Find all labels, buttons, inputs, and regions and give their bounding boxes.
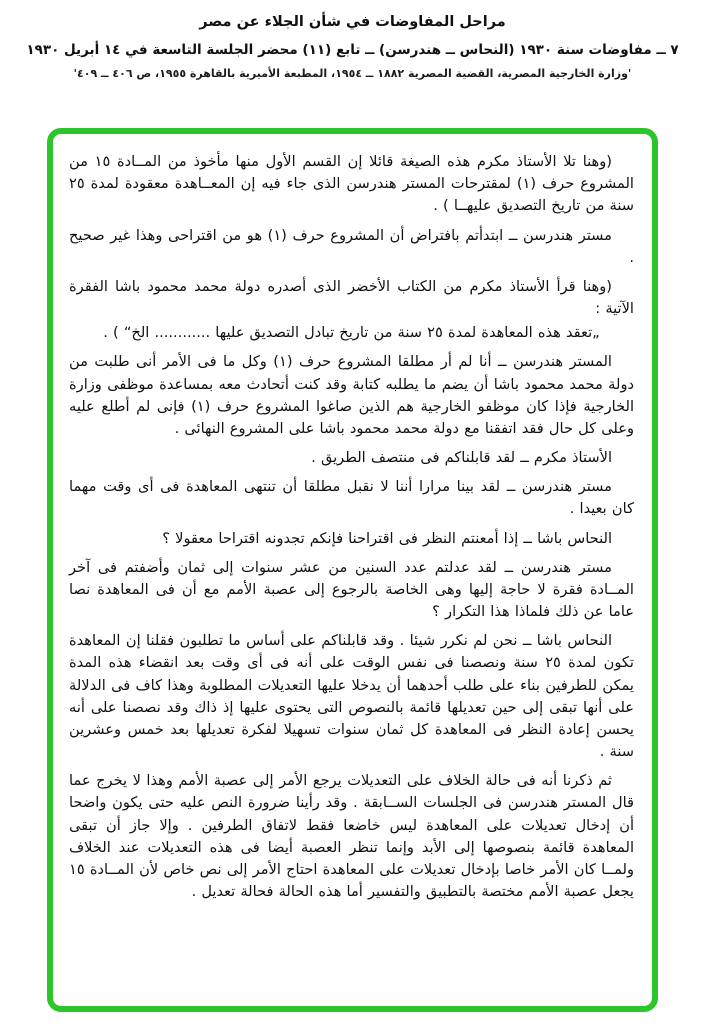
dialogue-paragraph-henderson-1: مستر هندرسن ــ ابتدأتم بافتراض أن المشروع حرف (١) هو من اقتراحى وهذا غير صحيح . bbox=[69, 226, 634, 266]
stage-direction-paragraph: (وهنا تلا الأستاذ مكرم هذه الصيغة قائلا إن القسم الأول منها مأخوذ من المــادة ١٥ من المشروع حرف (١) لمقترحات المستر هندرسن الذى جاء فيه إن المعــاهدة معقودة لمدة ٢٥ سنة من تاريخ التصديق عليهــا ) . bbox=[69, 153, 634, 215]
dialogue-paragraph-nahhas-2: النحاس باشا ــ نحن لم نكرر شيئا . وقد قابلناكم على أساس ما تطلبون فقلنا إن المعاهدة تكون لمدة ٢٥ سنة ونصصنا فى نفس الوقت على أنه فى أى وقت بعد انقضاء هذه المدة يمكن للطرفين بناء على طلب أحدهما أن يدخلا عليها التعديلات المطلوبة وهذا كاف فى الدلالة على أنها تبقى إلى حين تعديلها قائمة بالنصوص التى يحتوى عليها إذ ذاك وقد نصصنا على أنه يحسن إعادة النظر فى المعاهدة كل ثمان سنوات تسهيلا لفكرة تعديلها بعد خمس وعشرين سنة . bbox=[69, 632, 634, 761]
dialogue-paragraph-nahhas-3: ثم ذكرنا أنه فى حالة الخلاف على التعديلات يرجع الأمر إلى عصبة الأمم وهذا لا يخرج عما قال المستر هندرسن فى الجلسات الســابقة . وقد رأينا ضرورة النص عليه حتى يكون واضحا أن إدخال تعديلات على المعاهدة ليس خاضعا فقط لاتفاق الطرفين . وإلا جاز أن تبقى المعاهدة قائمة بنصوصها إلى الأبد وإنما تنظر العصبة أيضا فى هذه التعديلات عند الخلاف ولمــا كان الأمر خاصا بإدخال تعديلات على المعاهدة احتاج الأمر إلى نص خاص لأن المــادة ١٥ يجعل عصبة الأمم مختصة بالتطبيق والتفسير أما هذه الحالة فحالة تعديل . bbox=[69, 772, 634, 901]
page-header bbox=[0, 0, 705, 80]
quoted-treaty-clause: „تعقد هذه المعاهدة لمدة ٢٥ سنة من تاريخ تبادل التصديق عليها ............ الخ“ ) . bbox=[103, 324, 600, 342]
dialogue-paragraph-henderson-4: مستر هندرسن ــ لقد عدلتم عدد السنين من عشر سنوات إلى ثمان وأضفتم فى آخر المــادة فقرة لا حاجة إليها وهى الخاصة بالرجوع إلى عصبة الأمم مع أن فى المعاهدة نصا عاما عن ذلك فلماذا هذا التكرار ؟ bbox=[69, 558, 634, 621]
page-title: مراحل المفاوضات في شأن الجلاء عن مصر bbox=[199, 14, 506, 30]
stage-direction-green-book: (وهنا قرأ الأستاذ مكرم من الكتاب الأخضر الذى أصدره دولة محمد محمود باشا الفقرة الآتية : bbox=[69, 277, 634, 318]
dialogue-paragraph-henderson-3: مستر هندرسن ــ لقد بينا مرارا أننا لا نقبل مطلقا أن تنتهى المعاهدة فى أى وقت مهما كان بعيدا . bbox=[69, 478, 634, 518]
dialogue-paragraph-makram: الأستاذ مكرم ــ لقد قابلناكم فى منتصف الطريق . bbox=[311, 449, 612, 467]
dialogue-paragraph-nahhas-1: النحاس باشا ــ إذا أمعنتم النظر فى اقتراحنا فإنكم تجدونه اقتراحا معقولا ؟ bbox=[162, 529, 612, 547]
dialogue-paragraph-henderson-2: المستر هندرسن ــ أنا لم أر مطلقا المشروع حرف (١) وكل ما فى الأمر أنى طلبت من دولة محمد محمود باشا أن يضم ما يطلبه كتابة وقد كنت أتحادث معه بمساعدة موظفى وزارة الخارجية فإذا كان موظفو الخارجية هم الذين صاغوا المشروع حرف (١) فإنى لم أطلع عليه وعلى كل حال فقد اتفقنا مع دولة محمد محمود باشا على المشروع النهائى . bbox=[69, 353, 634, 437]
session-heading: ٧ ــ مفاوضات سنة ١٩٣٠ (النحاس ــ هندرسن) ــ تابع (١١) محضر الجلسة التاسعة في ١٤ أبريل ١٩٣٠ bbox=[26, 42, 679, 58]
source-citation: 'وزارة الخارجية المصرية، القضية المصرية ١٨٨٢ ــ ١٩٥٤، المطبعة الأميرية بالقاهرة ١٩٥٥، ص ٤٠٦ ــ ٤٠٩' bbox=[73, 67, 632, 80]
highlight-box bbox=[47, 128, 658, 1012]
